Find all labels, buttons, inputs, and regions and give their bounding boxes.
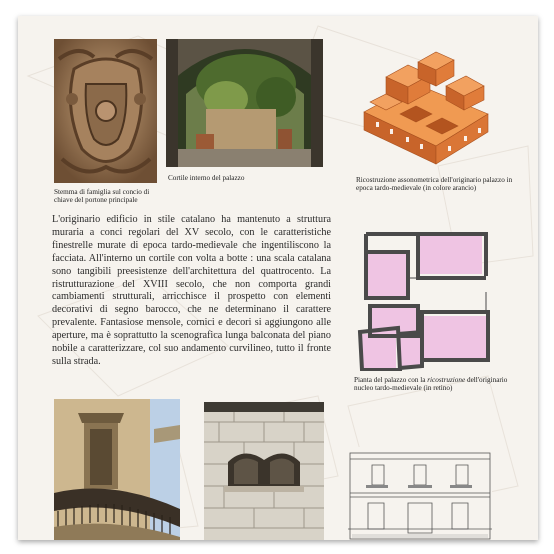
pianta-caption: Pianta del palazzo con la ricostruzione dell'originario nucleo tardo-medievale (in retino) <box>354 376 508 393</box>
floor-plan <box>354 226 494 371</box>
cortile-photo <box>166 39 323 167</box>
main-paragraph: L'originario edificio in stile catalano ha mantenuto a struttura muraria a conci regolari del XV secolo, con le caratteristiche finestrelle murate di epoca tardo-medievale che ingentiliscono la facciata. All'interno un cortile con volta a botte : una scala catalana sono tangibili preesistenze dell'architettura del quattrocento. La ristrutturazione del XVIII secolo, che non comporta grandi cambiamenti strutturali, arricchisce il prospetto con elementi decorativi di segno barocco, che ne determinano il carattere prevalente. Fantasiose mensole, cornici e decori si aggiungono alle aperture, ma è soprattutto la scenografica lunga balconata del piano nobile a caratterizzare, col suo andamento curvilineo, tutto il fronte sulla strada. <box>52 214 331 367</box>
brochure-page <box>18 16 538 540</box>
balcony-photo <box>54 399 180 540</box>
ricostruzione-caption: Ricostruzione assonometrica dell'originario palazzo in epoca tardo-medievale (in colore arancio) <box>356 176 513 193</box>
stemma-caption: Stemma di famiglia sul concio di chiave del portone principale <box>54 188 150 205</box>
facade-drawing <box>348 447 492 540</box>
window-wall-photo <box>204 402 324 540</box>
cortile-caption: Cortile interno del palazzo <box>168 174 245 182</box>
axonometric-model <box>356 42 496 172</box>
stemma-photo <box>54 39 157 183</box>
